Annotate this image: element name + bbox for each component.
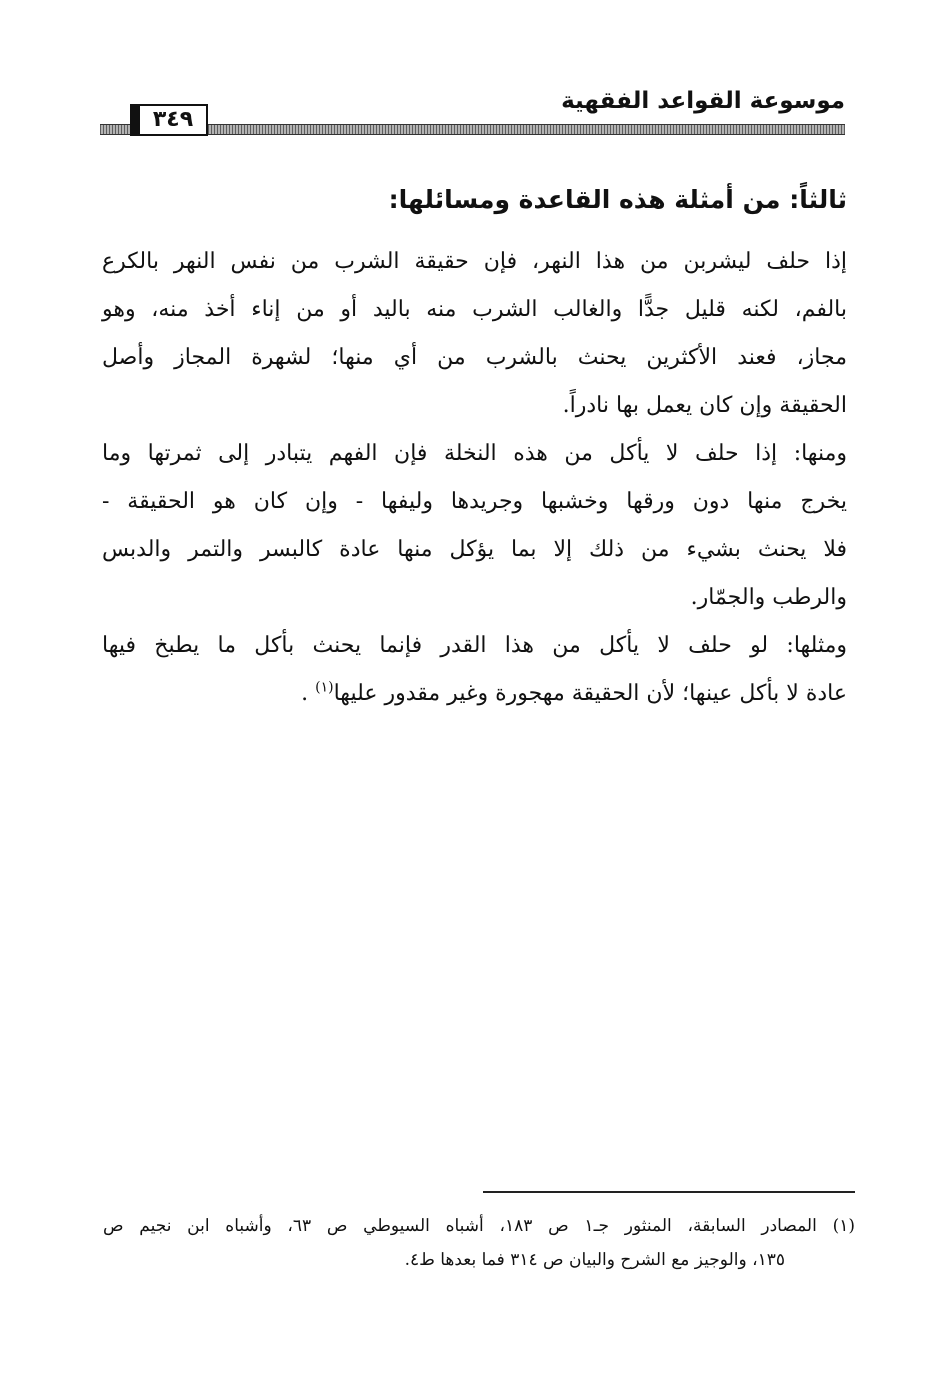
footnotes bbox=[103, 1209, 855, 1277]
page-header bbox=[100, 86, 845, 136]
footnote-separator bbox=[483, 1191, 855, 1193]
page-number: ٣٤٩ bbox=[138, 104, 208, 136]
body-line-last bbox=[102, 670, 847, 718]
body-line: يخرج منها دون ورقها وخشبها وجريدها وليفها - وإن كان هو الحقيقة - bbox=[102, 489, 847, 514]
body-line: والرطب والجمّار. bbox=[690, 585, 847, 610]
body-line-end: . bbox=[301, 681, 309, 706]
body-line: مجاز، فعند الأكثرين يحنث بالشرب من أي منها؛ لشهرة المجاز وأصل bbox=[102, 345, 847, 370]
header-rule bbox=[100, 124, 845, 135]
body-line: الحقيقة وإن كان يعمل بها نادراً. bbox=[562, 393, 847, 418]
running-title: موسوعة القواعد الفقهية bbox=[561, 88, 845, 114]
body-line: بالفم، لكنه قليل جدًّا والغالب الشرب منه باليد أو من إناء أخذ منه، وهو bbox=[102, 297, 847, 322]
body-line: فلا يحنث بشيء من ذلك إلا بما يؤكل منها عادة كالبسر والتمر والدبس bbox=[102, 537, 847, 562]
body-line-text: عادة لا بأكل عينها؛ لأن الحقيقة مهجورة وغير مقدور عليها bbox=[333, 681, 847, 706]
footnote-ref[interactable]: (١) bbox=[315, 679, 334, 696]
body-line: ومثلها: لو حلف لا يأكل من هذا القدر فإنما يحنث بأكل ما يطبخ فيها bbox=[102, 633, 847, 658]
body-line: ومنها: إذا حلف لا يأكل من هذه النخلة فإن الفهم يتبادر إلى ثمرتها وما bbox=[102, 441, 847, 466]
footnote-line: (١) المصادر السابقة، المنثور جـ١ ص ١٨٣، أشباه السيوطي ص ٦٣، وأشباه ابن نجيم ص bbox=[103, 1216, 855, 1236]
body-line: إذا حلف ليشربن من هذا النهر، فإن حقيقة الشرب من نفس النهر بالكرع bbox=[102, 249, 847, 274]
footnote-line: ١٣٥، والوجيز مع الشرح والبيان ص ٣١٤ فما بعدها ط٤. bbox=[404, 1250, 785, 1270]
body-text bbox=[102, 238, 847, 718]
section-heading: ثالثاً: من أمثلة هذه القاعدة ومسائلها: bbox=[388, 185, 847, 214]
